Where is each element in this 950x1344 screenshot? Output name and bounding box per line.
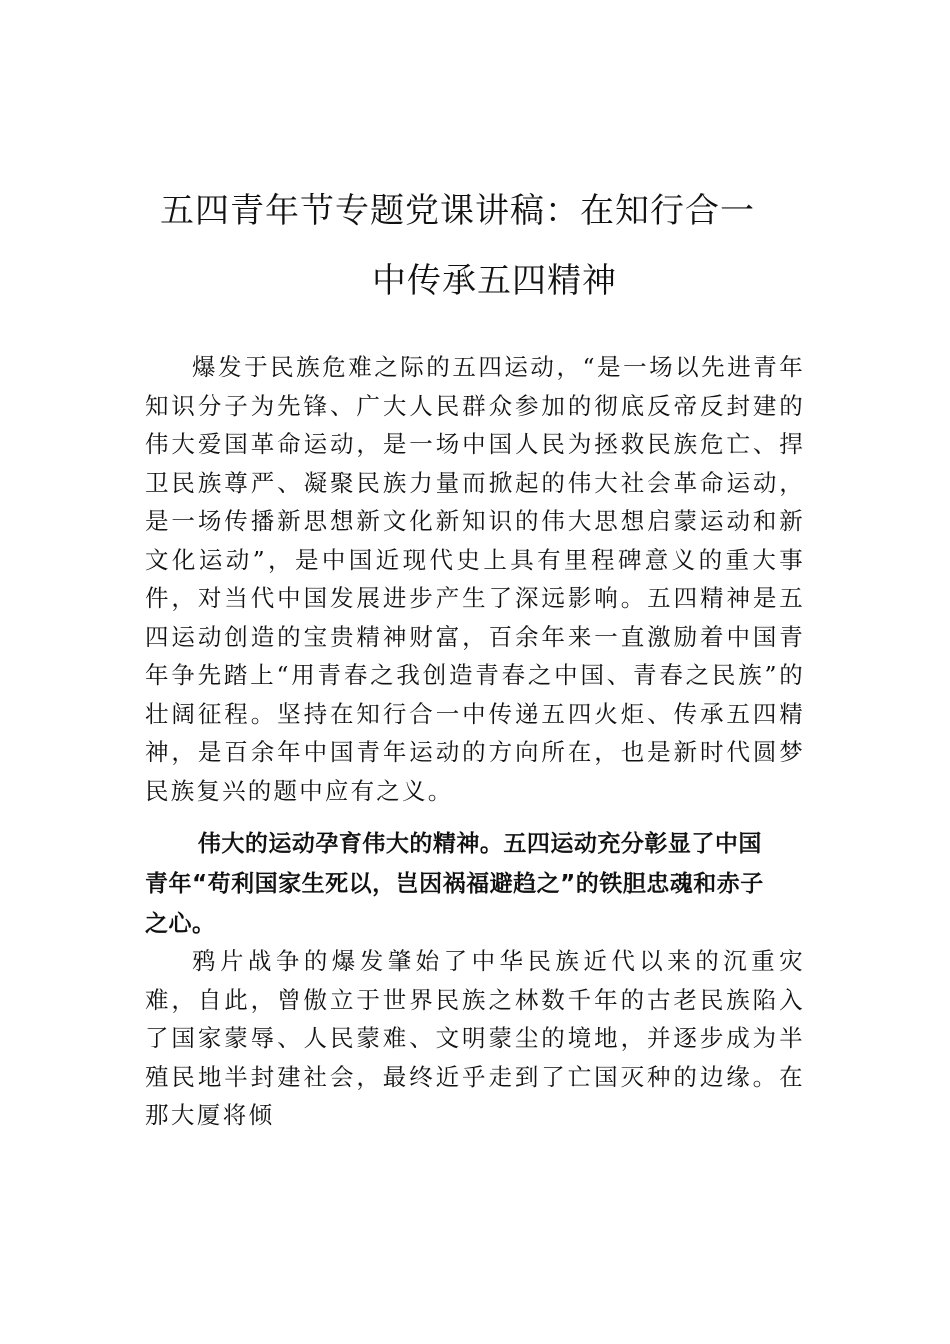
section-heading-1: 伟大的运动孕育伟大的精神。五四运动充分彰显了中国青年“苟利国家生死以，岂因祸福避趋之”的铁胆忠魂和赤子之心。 bbox=[145, 831, 764, 937]
title-line-2: 中传承五四精神 bbox=[372, 261, 617, 301]
title-line-1: 五四青年节专题党课讲稿：在知行合一 bbox=[160, 191, 755, 231]
document-title bbox=[140, 176, 810, 316]
body-paragraph-1: 爆发于民族危难之际的五四运动，“是一场以先进青年知识分子为先锋、广大人民群众参加的彻底反帝反封建的伟大爱国革命运动，是一场中国人民为拯救民族危亡、捍卫民族尊严、凝聚民族力量而掀起的伟大社会革命运动，是一场传播新思想新文化新知识的伟大思想启蒙运动和新文化运动”，是中国近现代史上具有里程碑意义的重大事件，对当代中国发展进步产生了深远影响。五四精神是五四运动创造的宝贵精神财富，百余年来一直激励着中国青年争先踏上“用青春之我创造青春之中国、青春之民族”的壮阔征程。坚持在知行合一中传递五四火炬、传承五四精神，是百余年中国青年运动的方向所在，也是新时代圆梦民族复兴的题中应有之义。 bbox=[145, 353, 805, 805]
body-paragraph-2: 鸦片战争的爆发肇始了中华民族近代以来的沉重灾难，自此，曾傲立于世界民族之林数千年的古老民族陷入了国家蒙辱、人民蒙难、文明蒙尘的境地，并逐步成为半殖民地半封建社会，最终近乎走到了亡国灭种的边缘。在那大厦将倾 bbox=[145, 947, 805, 1129]
